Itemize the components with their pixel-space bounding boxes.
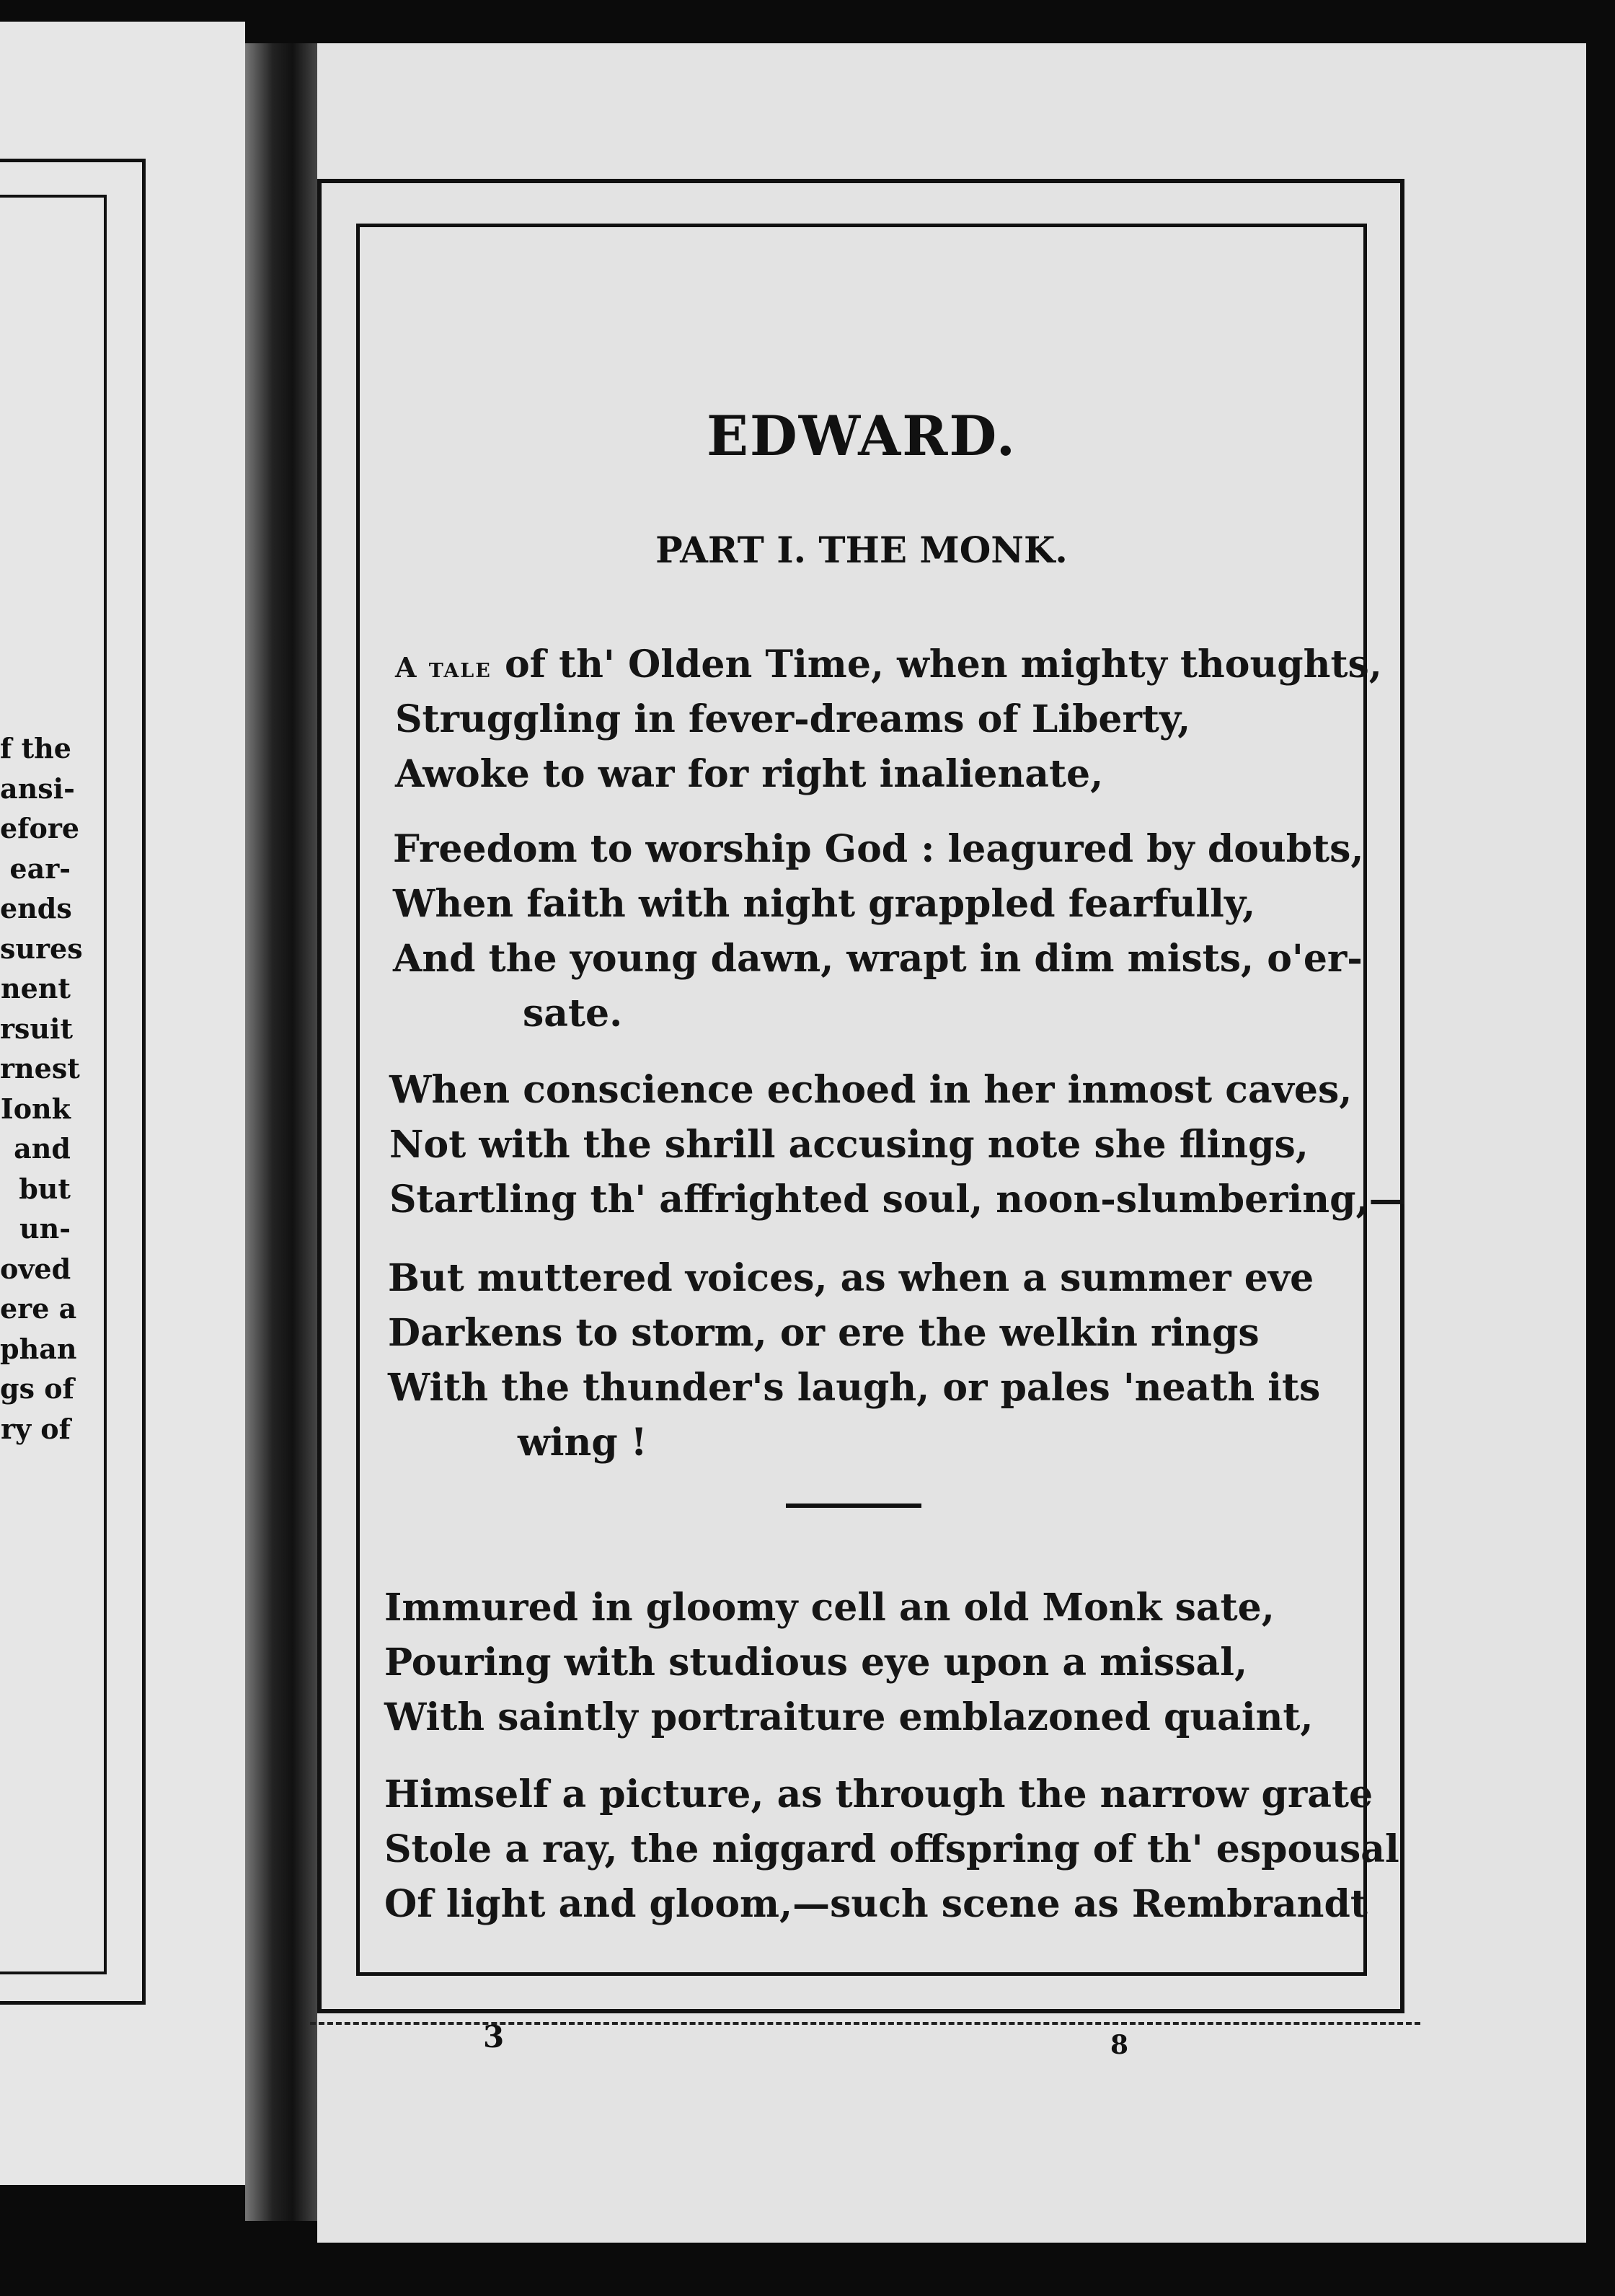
previous-page-line: un- <box>19 1212 71 1245</box>
previous-page-line: gs of <box>0 1372 74 1405</box>
previous-page-line: rnest <box>0 1052 80 1085</box>
previous-page-line: f the <box>0 732 71 764</box>
poem-line: With saintly portraiture emblazoned quaint, <box>384 1695 1314 1739</box>
page-bottom-rule <box>310 2022 1420 2025</box>
poem-line: And the young dawn, wrapt in dim mists, o'er- <box>393 937 1363 981</box>
poem-line: When faith with night grappled fearfully, <box>393 882 1256 926</box>
stanza <box>384 1767 1399 1932</box>
previous-page-line: ansi- <box>0 772 75 805</box>
poem-line: Himself a picture, as through the narrow grate <box>384 1772 1373 1816</box>
previous-page-line: but <box>19 1172 71 1205</box>
poem-line: Awoke to war for right inalienate, <box>395 752 1104 796</box>
previous-page-line: ear- <box>9 852 71 885</box>
stanza <box>388 1251 1320 1470</box>
section-divider <box>786 1504 921 1508</box>
previous-page-line: oved <box>0 1252 71 1285</box>
previous-page-line: rsuit <box>0 1012 74 1045</box>
stanza <box>389 1063 1407 1227</box>
previous-page-line: sures <box>0 932 83 965</box>
book-gutter <box>245 43 324 2221</box>
poem-line: Freedom to worship God : leagured by doubts, <box>393 827 1364 871</box>
previous-page-line: Ionk <box>0 1092 71 1125</box>
stanza <box>395 637 1382 802</box>
poem-line: Startling th' affrighted soul, noon-slumbering,— <box>389 1178 1407 1222</box>
poem-line: Stole a ray, the niggard offspring of th' espousal <box>384 1827 1399 1871</box>
previous-page-line: ends <box>0 892 72 924</box>
poem-line: Of light and gloom,—such scene as Rembrandt <box>384 1882 1368 1926</box>
previous-page-line: phan <box>0 1332 77 1365</box>
poem-line: Immured in gloomy cell an old Monk sate, <box>384 1586 1275 1630</box>
previous-page-line: nent <box>1 972 71 1004</box>
page-number: 3 <box>483 2019 505 2054</box>
poem-line-continuation: sate. <box>523 992 623 1036</box>
poem-line: Not with the shrill accusing note she flings, <box>389 1123 1309 1167</box>
poem-line <box>395 637 1382 692</box>
previous-page-line: ere a <box>0 1292 77 1325</box>
poem-line: But muttered voices, as when a summer eve <box>388 1256 1314 1300</box>
poem-line: Pouring with studious eye upon a missal, <box>384 1641 1248 1685</box>
stanza <box>384 1581 1314 1745</box>
part-heading: PART I. THE MONK. <box>655 529 1068 571</box>
signature-mark: 8 <box>1110 2030 1129 2060</box>
poem-line-continuation: wing ! <box>518 1421 647 1465</box>
poem-title: EDWARD. <box>706 404 1017 468</box>
poem-line: When conscience echoed in her inmost caves, <box>389 1068 1353 1112</box>
poem-line: Darkens to storm, or ere the welkin rings <box>388 1311 1260 1355</box>
poem-line-text: of th' Olden Time, when mighty thoughts, <box>491 643 1382 686</box>
previous-page-line: and <box>14 1132 71 1165</box>
previous-page-text <box>0 728 83 1449</box>
poem-line: With the thunder's laugh, or pales 'neath its <box>388 1366 1321 1410</box>
stanza <box>393 822 1363 1041</box>
poem-line: Struggling in fever-dreams of Liberty, <box>395 697 1191 741</box>
small-caps-opening: A tale <box>395 651 492 684</box>
previous-page-line: ry of <box>0 1412 71 1445</box>
previous-page-line: efore <box>0 812 80 844</box>
